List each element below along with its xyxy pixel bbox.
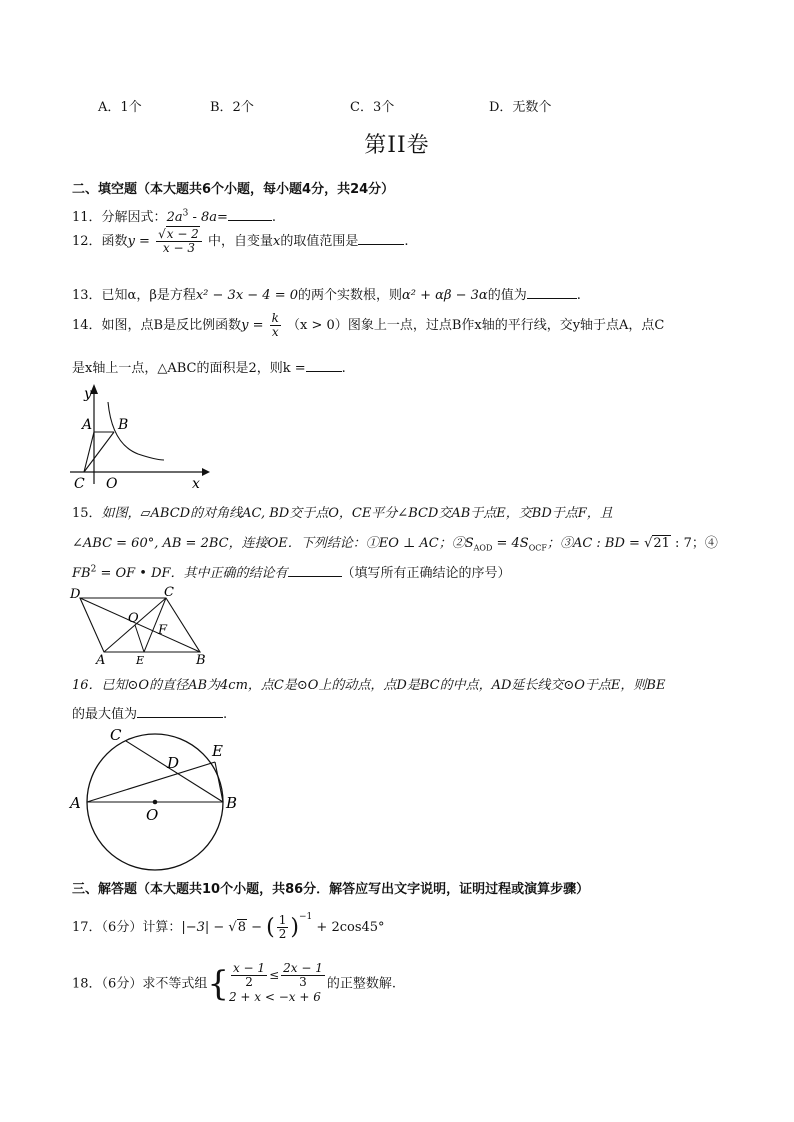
diagonal-bd [80,598,200,652]
answer-blank[interactable] [137,705,223,718]
question-12: 12．函数y = $\frac{√x - 2}{x - 3}$ 中，自变量x的取值范围是 . [72,227,409,256]
question-15-line2: ∠ABC = 60°, AB = 2BC，连接OE．下列结论：①EO ⊥ AC；$②S_{AOD} = 4S_{OCF}$；③AC : BD = √21 : 7；④ [72,536,718,553]
question-16-line1: 16．已知⊙O的直径AB为4cm，点C是⊙O上的动点，点D是BC的中点，AD延长线交⊙O于点E，则BE [72,678,666,693]
label-o: O [106,476,118,492]
figure-14 [68,380,213,492]
answer-blank[interactable] [228,208,272,221]
answer-blank[interactable] [306,359,342,372]
label-e: E [136,654,145,667]
question-14-line1: 14．如图，点B是反比例函数y = $\frac{k}{x}$ （x > 0）图象上一点，过点B作x轴的平行线，交y轴于点A，点C [72,311,665,340]
question-15-line3: $FB^2$ = OF • DF．其中正确的结论有 （填写所有正确结论的序号） [72,564,511,581]
center-dot [153,800,158,805]
label-a: A [82,417,93,433]
answer-blank[interactable] [527,286,577,299]
figure-15 [68,586,218,668]
label-b: B [118,417,129,433]
question-11: 11．分解因式：$2a^3 - 8a=$ . [72,208,277,225]
label-c: C [164,586,174,600]
label-b: B [196,653,206,668]
section-2-heading: 二、填空题（本大题共6个小题，每小题4分，共24分） [72,182,395,197]
answer-blank[interactable] [358,232,404,245]
x-axis-arrow [202,468,210,476]
label-e: E [212,742,223,760]
question-16-line2: 的最大值为 . [72,707,228,722]
hyperbola-curve [108,402,164,460]
label-b: B [226,794,238,812]
segment-oe [135,625,144,652]
label-x: x [192,476,200,492]
label-d: D [167,754,180,772]
label-o: O [128,611,139,626]
section-3-heading: 三、解答题（本大题共10个小题，共86分．解答应写出文字说明，证明过程或演算步骤） [72,882,590,897]
segment-be [215,762,223,802]
question-17: 17．（6分）计算：|−3| − √8 − ( $\frac{1}{2}$ )$^{-1}$ + 2cos45° [72,912,385,941]
choice-a: A．1个 [98,100,142,115]
choice-d: D．无数个 [489,100,552,115]
question-14-line2: 是x轴上一点，△ABC的面积是2，则k = . [72,361,346,376]
label-c: C [110,726,122,744]
question-13: 13．已知α，β是方程x² − 3x − 4 = 0的两个实数根，则α² + αβ − 3α的值为 . [72,288,581,303]
label-a: A [70,794,81,812]
choice-c: C．3个 [350,100,395,115]
label-a: A [96,653,106,668]
label-d: D [70,587,81,602]
figure-16 [66,722,246,872]
answer-blank[interactable] [288,564,342,577]
choice-b: B．2个 [210,100,254,115]
label-f: F [158,623,168,638]
label-c: C [74,476,85,492]
label-y: y [84,386,92,402]
page-title: 第II卷 [364,133,430,158]
question-15-line1: 15．如图，▱ABCD的对角线AC, BD交于点O，CE平分∠BCD交AB于点E，交BD于点F，且 [72,506,613,521]
label-o: O [146,806,159,824]
chord-ae [87,762,215,802]
question-18: 18．（6分）求不等式组{ $\frac{x - 1}{2}$ ≤ $\frac{2x - 1}{3}$ 2 + x < −x + 6 的正整数解. [72,961,396,1005]
